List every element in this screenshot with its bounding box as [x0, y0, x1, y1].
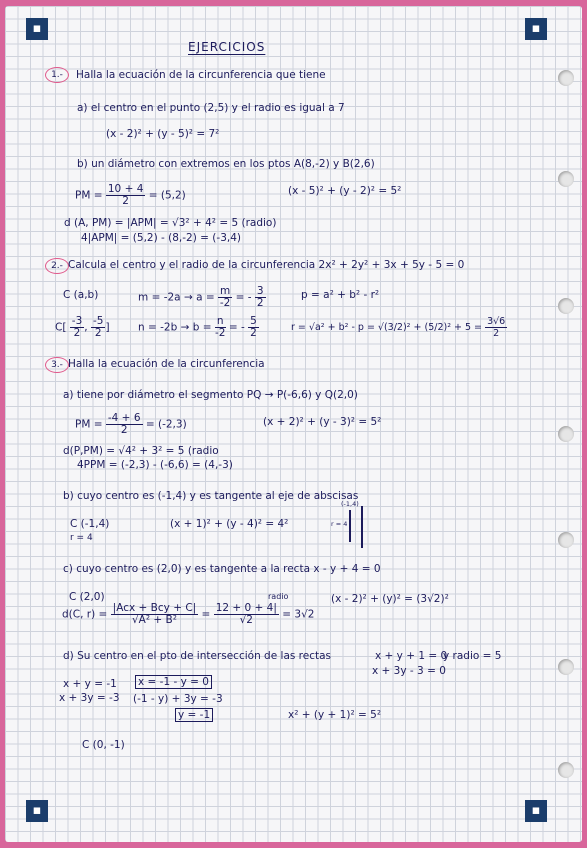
problem-3-statement: Halla la ecuación de la circunferencia [68, 358, 265, 370]
problem-3a-vector: 4PPM = (-2,3) - (-6,6) = (4,-3) [77, 459, 233, 471]
problem-3d-equation: x² + (y + 1)² = 5² [288, 709, 382, 721]
problem-3a-radius: d(P,PM) = √4² + 3² = 5 (radio [63, 445, 219, 457]
problem-3c-distance: d(C, r) = $\frac{\text{|Acx + Bcy + C|}}{\text{√A² + B²}}$ = $\frac{12 + 0 + 4|}{√2}$ = 3√2 [62, 602, 315, 626]
problem-3d-eq-2: x + 3y = -3 [59, 692, 120, 704]
problem-3a-statement: a) tiene por diámetro el segmento PQ → P(-6,6) y Q(2,0) [63, 389, 358, 401]
problem-1a-equation: (x - 2)² + (y - 5)² = 7² [106, 128, 220, 140]
problem-3c-equation: (x - 2)² + (y)² = (3√2)² [331, 593, 449, 605]
corner-logo-bottom-left: ▪ [26, 800, 48, 822]
problem-3d-substitution: (-1 - y) + 3y = -3 [133, 693, 223, 705]
problem-3b-statement: b) cuyo centro es (-1,4) y es tangente al eje de abscisas [63, 490, 359, 502]
binder-hole-6 [558, 659, 574, 675]
problem-3d-line-2: x + 3y - 3 = 0 [372, 665, 446, 677]
problem-3b-r: r = 4 [70, 533, 93, 543]
binder-hole-5 [558, 532, 574, 548]
corner-logo-bottom-right: ▪ [525, 800, 547, 822]
problem-2-radius: r = √a² + b² - p = √(3/2)² + (5/2)² + 5 = $\frac{3√6}{2}$ [291, 316, 506, 339]
problem-3b-equation: (x + 1)² + (y - 4)² = 4² [170, 518, 289, 530]
problem-1a-statement: a) el centro en el punto (2,5) y el radio es igual a 7 [77, 102, 345, 114]
problem-3c-statement: c) cuyo centro es (2,0) y es tangente a la recta x - y + 4 = 0 [63, 563, 381, 575]
problem-2-center: C (a,b) [63, 289, 99, 301]
sketch-point-label: (-1,4) [341, 500, 359, 508]
problem-2-center-value: C[ $\frac{-3}{2}$ , $\frac{-5}{2}$ ] [55, 315, 110, 339]
problem-2-number: 2.- [45, 258, 69, 274]
problem-1b-midpoint: PM = $\frac{10 + 4}{2}$ = (5,2) [75, 183, 186, 207]
problem-1b-equation: (x - 5)² + (y - 2)² = 5² [288, 185, 402, 197]
problem-3d-y-solution: y = -1 [175, 709, 213, 721]
problem-1b-vector: 4|APM| = (5,2) - (8,-2) = (-3,4) [81, 232, 241, 244]
binder-hole-3 [558, 298, 574, 314]
problem-3d-center: C (0, -1) [82, 739, 125, 751]
problem-3d-statement: d) Su centro en el pto de intersección de las rectas [63, 650, 332, 662]
sketch-radius-label: r = 4 [331, 520, 348, 528]
corner-logo-top-left: ▪ [26, 18, 48, 40]
problem-3d-eq-1: x + y = -1 [63, 678, 117, 690]
corner-logo-top-right: ▪ [525, 18, 547, 40]
problem-1b-statement: b) un diámetro con extremos en los ptos A(8,-2) y B(2,6) [77, 158, 375, 170]
binder-hole-4 [558, 426, 574, 442]
problem-1-number: 1.- [45, 67, 69, 83]
problem-3b-center: C (-1,4) [70, 518, 110, 530]
problem-3-number: 3.- [45, 357, 69, 373]
problem-3d-x-solution: x = -1 - y = 0 [135, 676, 212, 688]
binder-hole-2 [558, 171, 574, 187]
page-title: EJERCICIOS [188, 40, 266, 54]
binder-hole-1 [558, 70, 574, 86]
problem-3d-line-1: x + y + 1 = 0 [375, 650, 448, 662]
sketch-radius-segment [349, 510, 351, 542]
binder-hole-7 [558, 762, 574, 778]
problem-1-statement: Halla la ecuación de la circunferencia que tiene [76, 69, 326, 81]
problem-2-p-formula: p = a² + b² - r² [301, 289, 380, 301]
sketch-y-axis [361, 506, 363, 548]
problem-3d-radius-label: y radio = 5 [443, 650, 502, 662]
problem-3c-center: C (2,0) [69, 591, 105, 603]
problem-3c-radio-label: radio [268, 592, 289, 601]
problem-2-a: m = -2a → a = $\frac{m}{-2}$ = - $\frac{3}{2}$ [138, 285, 264, 309]
notebook-sheet [5, 6, 582, 842]
problem-2-b: n = -2b → b = $\frac{n}{-2}$ = - $\frac{5}{2}$ [138, 315, 257, 339]
problem-3a-midpoint: PM = $\frac{-4 + 6}{2}$ = (-2,3) [75, 412, 187, 436]
problem-3a-equation: (x + 2)² + (y - 3)² = 5² [263, 416, 382, 428]
problem-2-statement: Calcula el centro y el radio de la circunferencia 2x² + 2y² + 3x + 5y - 5 = 0 [68, 259, 465, 271]
problem-1b-radius: d (A, PM) = |APM| = √3² + 4² = 5 (radio) [64, 217, 277, 229]
